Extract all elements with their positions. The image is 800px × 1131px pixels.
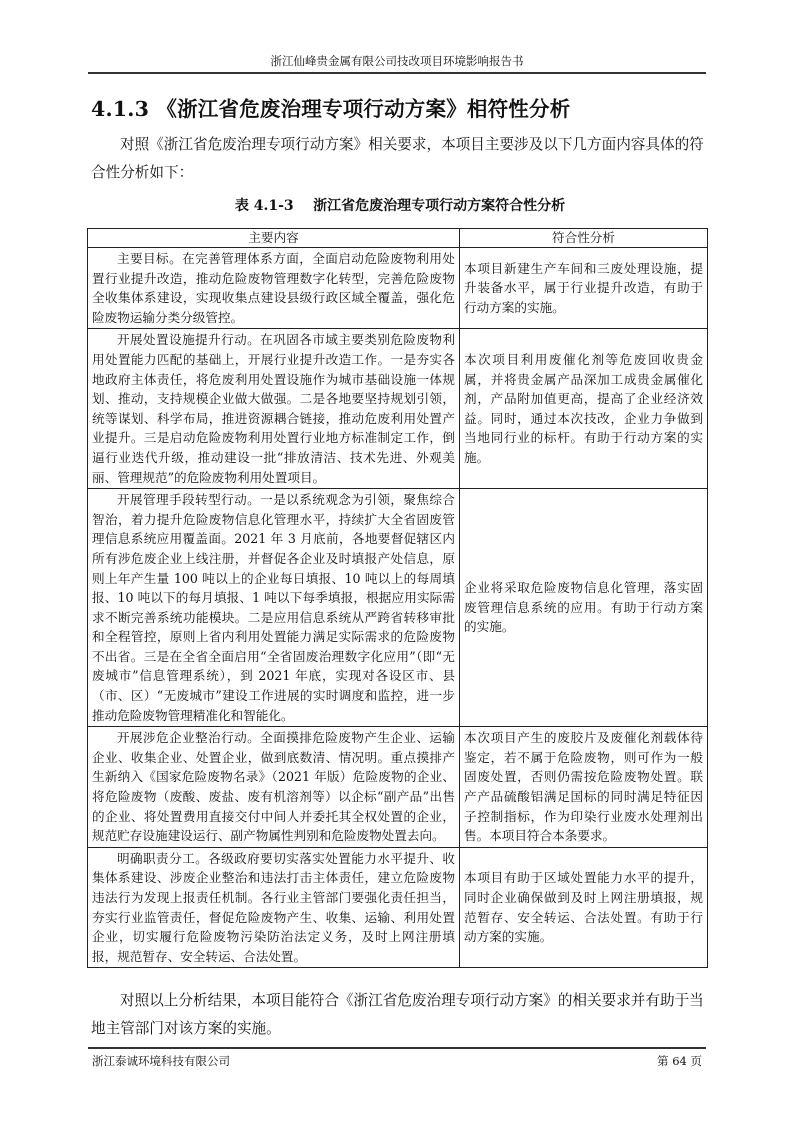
table-row: [88, 489, 708, 727]
table-row: [88, 727, 708, 848]
intro-paragraph: 对照《浙江省危废治理专项行动方案》相关要求，本项目主要涉及以下几方面内容具体的符合性分析如下：: [91, 136, 704, 181]
conclusion-paragraph: 对照以上分析结果，本项目能符合《浙江省危废治理专项行动方案》的相关要求并有助于当地主管部门对该方案的实施。: [91, 992, 704, 1037]
header-compliance-analysis: 符合性分析: [460, 229, 708, 248]
page-number: 第 64 页: [657, 1054, 702, 1068]
footer-company: 浙江泰诚环境科技有限公司: [92, 1054, 230, 1068]
row-content-main-goals: 主要目标。在完善管理体系方面，全面启动危险废物利用处置行业提升改造，推动危险废物管理数字化转型，完善危险废物全收集体系建设，实现收集点建设县级行政区域全覆盖，强化危险废物运输分类分级管控。: [88, 248, 460, 329]
row-analysis-facility-upgrade: 本次项目利用废催化剂等危废回收贵金属，并将贵金属产品深加工成贵金属催化剂，产品附加值更高，提高了企业经济效益。同时，通过本次技改，企业力争做到当地同行业的标杆。有助于行动方案的实施。: [460, 329, 708, 489]
header-main-content: 主要内容: [88, 229, 460, 248]
table-header-row: [88, 229, 708, 248]
table-row: [88, 847, 708, 968]
table-row: [88, 248, 708, 329]
table-row: [88, 329, 708, 489]
row-analysis-main-goals: 本项目新建生产车间和三废处理设施，提升装备水平，属于行业提升改造，有助于行动方案的实施。: [460, 248, 708, 329]
header-title: 浙江仙峰贵金属有限公司技改项目环境影响报告书: [270, 54, 524, 68]
page-header: [88, 52, 706, 74]
row-content-management-transformation: 开展管理手段转型行动。一是以系统观念为引领，聚焦综合智治，着力提升危险废物信息化管理水平，持续扩大全省固废管理信息系统应用覆盖面。2021 年 3 月底前，各地要督促辖区内所有涉危废企业上线注册，并督促各企业及时填报产处信息，原则上年产生量 100 吨以上的企业每日填报、10 吨以上的每周填报、10 吨以下的每月填报、1 吨以下每季填报，根据应用实际需求不断完善系统功能模块。二是应用信息系统从严跨省转移审批和全程管控，原则上省内利用处置能力满足实际需求的危险废物不出省。三是在全省全面启用“全省固废治理数字化应用”（即“无废城市”信息管理系统），到 2021 年底，实现对各设区市、县（市、区）“无废城市”建设工作进展的实时调度和监控，进一步推动危险废物管理精准化和智能化。: [88, 489, 460, 727]
row-content-facility-upgrade: 开展处置设施提升行动。在巩固各市域主要类别危险废物利用处置能力匹配的基础上，开展行业提升改造工作。一是夯实各地政府主体责任，将危废利用处置设施作为城市基础设施一体规划、推动，支持规模企业做大做强。二是各地要坚持规划引领，统等谋划、科学布局，推进资源耦合链接，推动危废利用处置产业提升。三是启动危险废物利用处置行业地方标准制定工作，倒逼行业迭代升级，推动建设一批“排放清洁、技术先进、外观美丽、管理规范”的危险废物利用处置项目。: [88, 329, 460, 489]
row-analysis-responsibilities: 本项目有助于区域处置能力水平的提升，同时企业确保做到及时上网注册填报，规范暂存、安全转运、合法处置。有助于行动方案的实施。: [460, 847, 708, 968]
row-analysis-management-transformation: 企业将采取危险废物信息化管理，落实固废管理信息系统的应用。有助于行动方案的实施。: [460, 489, 708, 727]
table-caption: 表 4.1-3 浙江省危废治理专项行动方案符合性分析: [234, 198, 566, 214]
row-content-enterprise-rectification: 开展涉危企业整治行动。全面摸排危险废物产生企业、运输企业、收集企业、处置企业，做到底数清、情况明。重点摸排产生新纳入《国家危险废物名录》（2021 年版）危险废物的企业、将危险废物（废酸、废盐、废有机溶剂等）以企标“副产品”出售的企业、将处置费用直接交付中间人并委托其全权处置的企业，规范贮存设施建设运行、副产物属性判别和危险废物处置去向。: [88, 727, 460, 848]
page-footer: [88, 1047, 706, 1067]
compliance-table: [87, 228, 708, 968]
row-content-responsibilities: 明确职责分工。各级政府要切实落实处置能力水平提升、收集体系建设、涉废企业整治和违法打击主体责任，建立危险废物违法行为发现上报责任机制。各行业主管部门要强化责任担当，夯实行业监管责任，督促危险废物产生、收集、运输、利用处置企业，切实履行危险废物污染防治法定义务，及时上网注册填报，规范暂存、安全转运、合法处置。: [88, 847, 460, 968]
row-analysis-enterprise-rectification: 本次项目产生的废胶片及废催化剂载体待鉴定，若不属于危险废物，则可作为一般固废处置，否则仍需按危险废物处置。联产产品硫酸铝满足国标的同时满足特征因子控制指标，作为印染行业废水处理剂出售。本项目符合本条要求。: [460, 727, 708, 848]
section-title: 4.1.3 《浙江省危废治理专项行动方案》相符性分析: [91, 97, 571, 121]
